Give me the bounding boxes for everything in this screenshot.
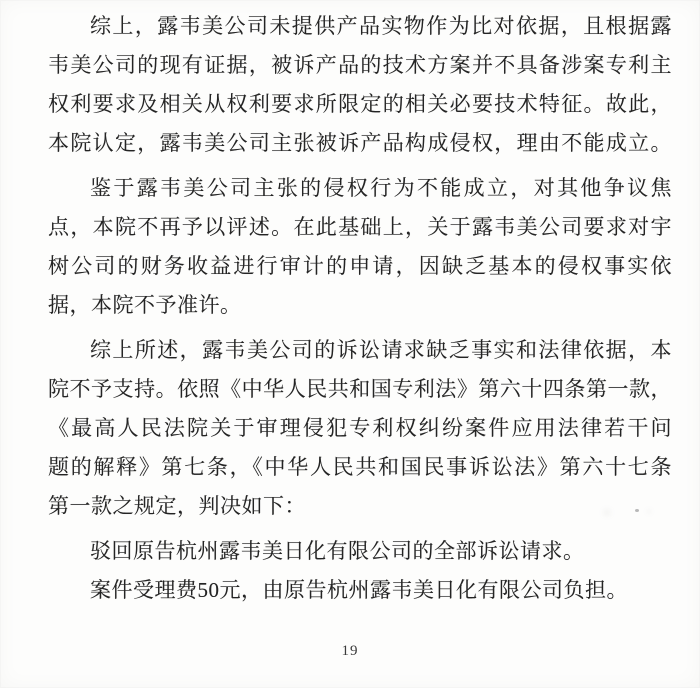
text-line: 权利要求及相关从权利要求所限定的相关必要技术特征。故此， xyxy=(48,92,672,116)
text-line: 案件受理费50元，由原告杭州露韦美日化有限公司负担。 xyxy=(90,578,628,602)
text-line: 第一款之规定，判决如下： xyxy=(48,494,306,518)
text-line: 鉴于露韦美公司主张的侵权行为不能成立，对其他争议焦 xyxy=(90,176,672,200)
text-line: 韦美公司的现有证据，被诉产品的技术方案并不具备涉案专利主 xyxy=(48,53,672,77)
text-line: 驳回原告杭州露韦美日化有限公司的全部诉讼请求。 xyxy=(90,539,585,563)
text-line: 综上，露韦美公司未提供产品实物作为比对依据，且根据露 xyxy=(90,14,672,38)
text-line: 本院认定，露韦美公司主张被诉产品构成侵权，理由不能成立。 xyxy=(48,131,672,155)
page-number: 19 xyxy=(341,643,359,659)
judgment-text-block xyxy=(48,7,672,610)
text-line: 树公司的财务收益进行审计的申请，因缺乏基本的侵权事实依 xyxy=(48,254,672,278)
text-line: 题的解释》第七条，《中华人民共和国民事诉讼法》第六十七条 xyxy=(48,455,672,479)
text-line: 《最高人民法院关于审理侵犯专利权纠纷案件应用法律若干问 xyxy=(48,416,672,440)
text-line: 综上所述，露韦美公司的诉讼请求缺乏事实和法律依据，本 xyxy=(90,338,672,362)
text-line: 点，本院不再予以评述。在此基础上，关于露韦美公司要求对宇 xyxy=(48,215,672,239)
text-line: 院不予支持。依照《中华人民共和国专利法》第六十四条第一款， xyxy=(48,377,672,401)
text-line: 据，本院不予准许。 xyxy=(48,293,242,317)
